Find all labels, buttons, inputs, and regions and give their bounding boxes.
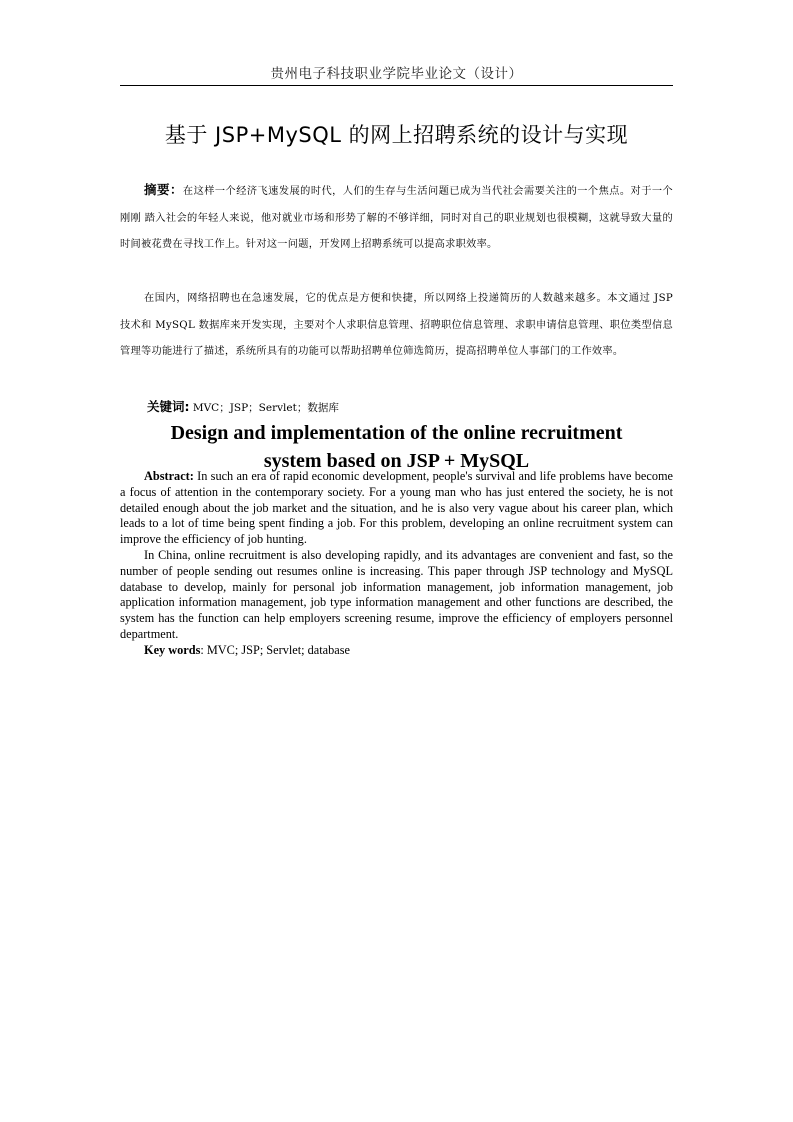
chinese-keywords bbox=[147, 397, 667, 415]
english-keywords bbox=[120, 643, 673, 659]
english-abstract-paragraph-1 bbox=[120, 469, 673, 548]
chinese-abstract-paragraph-1 bbox=[120, 177, 673, 259]
chinese-keywords-label: 关键词: bbox=[147, 399, 190, 414]
english-keywords-text: : MVC; JSP; Servlet; database bbox=[200, 642, 350, 657]
page-header: 贵州电子科技职业学院毕业论文（设计） bbox=[270, 66, 523, 82]
chinese-abstract-paragraph-2-block bbox=[120, 286, 673, 366]
english-abstract-paragraph-2: In China, online recruitment is also developing rapidly, and its advantages are convenient and fast, so the number of people sending out resumes online is increasing. This paper through JSP technology and MySQL database to develop, mainly for personal job information management, job information management, job application information management, job type information management and other functions are described, the system has the function can help employers screening resume, improve the efficiency of employers personnel department. bbox=[120, 547, 673, 641]
english-title bbox=[120, 419, 673, 475]
header-rule bbox=[120, 85, 673, 86]
english-abstract bbox=[120, 469, 673, 659]
chinese-title: 基于 JSP+MySQL 的网上招聘系统的设计与实现 bbox=[164, 123, 629, 147]
chinese-abstract bbox=[120, 177, 673, 259]
english-title-line-2: system based on JSP + MySQL bbox=[263, 450, 530, 472]
english-abstract-text-1: In such an era of rapid economic development, people's survival and life problems have become a focus of attention in the contemporary society. For a young man who has just entered the society, he is not detailed enough about the job market and the situation, and he is also very vague about his career plan, which leads to a lot of time being spent finding a job. For this problem, developing an online recruitment system can improve the efficiency of job hunting. bbox=[120, 469, 673, 547]
chinese-abstract-text-1: 在这样一个经济飞速发展的时代，人们的生存与生活问题已成为当代社会需要关注的一个焦点。对于一个刚刚 踏入社会的年轻人来说，他对就业市场和形势了解的不够详细，同时对自己的职业规划也很模糊，这就导致大量的 时间被花费在寻找工作上。针对这一问题，开发网上招聘系统可以提高求职效率。 bbox=[120, 186, 674, 250]
chinese-abstract-label: 摘要： bbox=[144, 182, 183, 197]
chinese-keywords-text: MVC；JSP；Servlet；数据库 bbox=[192, 402, 339, 414]
english-title-line-1: Design and implementation of the online recruitment bbox=[170, 422, 623, 444]
english-keywords-label: Key words bbox=[144, 642, 201, 657]
english-abstract-label: Abstract: bbox=[144, 469, 194, 483]
chinese-abstract-paragraph-2: 在国内，网络招聘也在急速发展，它的优点是方便和快捷，所以网络上投递简历的人数越来越多。本文通过 JSP 技术和 MySQL 数据库来开发实现，主要对个人求职信息管理、招聘职位信息管理、求职申请信息管理、职位类型信息 管理等功能进行了描述，系统所具有的功能可以帮助招聘单位筛选简历，提高招聘单位人事部门的工作效率。 bbox=[120, 293, 673, 357]
